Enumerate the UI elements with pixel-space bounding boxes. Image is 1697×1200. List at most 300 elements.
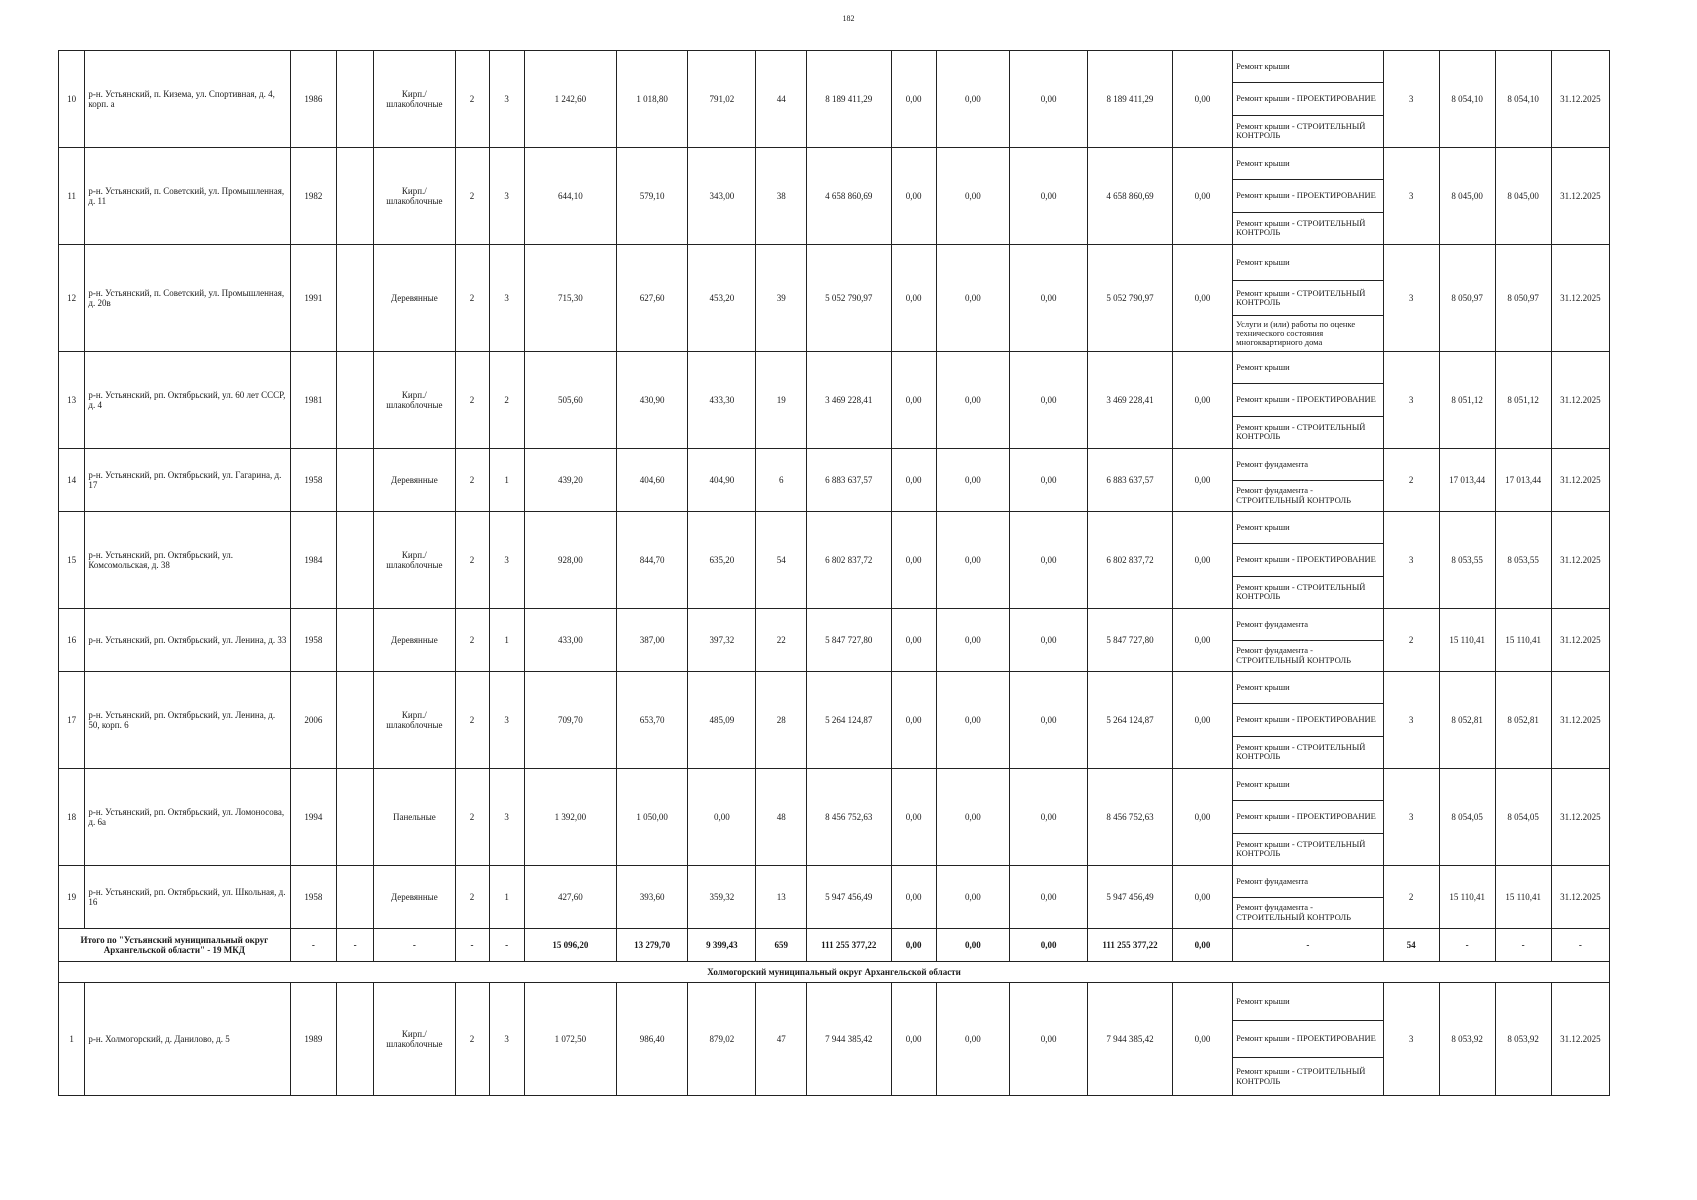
entrances-cell: 3 bbox=[489, 672, 524, 769]
floors-cell: 2 bbox=[455, 51, 489, 148]
row-number-cell: 10 bbox=[59, 51, 85, 148]
total-fund-regional-cell: 0,00 bbox=[936, 929, 1010, 962]
wall-material-cell: Кирп./ шлакоблочные bbox=[374, 983, 455, 1096]
section-header-row bbox=[59, 962, 1610, 983]
work-item: Ремонт крыши bbox=[1233, 352, 1382, 384]
fund-local-cell: 0,00 bbox=[1010, 866, 1088, 929]
fund-owners-cell: 6 802 837,72 bbox=[1088, 512, 1173, 609]
total-area-cell: 928,00 bbox=[524, 512, 616, 609]
address-cell: р-н. Устьянский, рп. Октябрьский, ул. Ленина, д. 50, корп. 6 bbox=[85, 672, 290, 769]
total-area-cell: 433,00 bbox=[524, 609, 616, 672]
work-item: Ремонт крыши - ПРОЕКТИРОВАНИЕ bbox=[1233, 180, 1382, 212]
fund-other-cell: 0,00 bbox=[1172, 245, 1232, 352]
fund-federal-cell: 0,00 bbox=[891, 449, 936, 512]
residential-area-cell: 430,90 bbox=[616, 352, 687, 449]
works-cell bbox=[1233, 245, 1383, 352]
address-cell: р-н. Холмогорский, д. Данилово, д. 5 bbox=[85, 983, 290, 1096]
build-year-cell: 2006 bbox=[290, 672, 336, 769]
fund-federal-cell: 0,00 bbox=[891, 148, 936, 245]
works-cell bbox=[1233, 983, 1383, 1096]
cost-total-cell: 6 883 637,57 bbox=[806, 449, 891, 512]
work-item: Ремонт фундамента - СТРОИТЕЛЬНЫЙ КОНТРОЛЬ bbox=[1236, 645, 1351, 665]
private-area-cell: 404,90 bbox=[688, 449, 756, 512]
max-unit-cost-cell: 15 110,41 bbox=[1495, 866, 1551, 929]
max-unit-cost-cell: 8 052,81 bbox=[1495, 672, 1551, 769]
build-year-cell: 1958 bbox=[290, 449, 336, 512]
total-fund-federal-cell: 0,00 bbox=[891, 929, 936, 962]
table-row bbox=[59, 769, 1610, 866]
max-unit-cost-cell: 8 050,97 bbox=[1495, 245, 1551, 352]
max-unit-cost-cell: 8 051,12 bbox=[1495, 352, 1551, 449]
unit-cost-cell: 8 045,00 bbox=[1439, 148, 1495, 245]
private-area-cell: 397,32 bbox=[688, 609, 756, 672]
deadline-cell: 31.12.2025 bbox=[1551, 51, 1609, 148]
floors-cell: 2 bbox=[455, 245, 489, 352]
works-list bbox=[1233, 769, 1382, 865]
work-item: Ремонт крыши - СТРОИТЕЛЬНЫЙ КОНТРОЛЬ bbox=[1236, 1066, 1366, 1086]
total-fund-local-cell: 0,00 bbox=[1010, 929, 1088, 962]
deadline-cell: 31.12.2025 bbox=[1551, 512, 1609, 609]
work-count-cell: 3 bbox=[1383, 352, 1439, 449]
commission-year-cell bbox=[336, 352, 373, 449]
cost-total-cell: 6 802 837,72 bbox=[806, 512, 891, 609]
commission-year-cell bbox=[336, 245, 373, 352]
work-count-cell: 3 bbox=[1383, 512, 1439, 609]
fund-federal-cell: 0,00 bbox=[891, 672, 936, 769]
address-cell: р-н. Устьянский, п. Советский, ул. Промышленная, д. 11 bbox=[85, 148, 290, 245]
address-cell: р-н. Устьянский, рп. Октябрьский, ул. Школьная, д. 16 bbox=[85, 866, 290, 929]
work-item: Ремонт крыши bbox=[1233, 51, 1382, 83]
work-item: Ремонт крыши - СТРОИТЕЛЬНЫЙ КОНТРОЛЬ bbox=[1236, 421, 1366, 442]
fund-local-cell: 0,00 bbox=[1010, 245, 1088, 352]
deadline-cell: 31.12.2025 bbox=[1551, 352, 1609, 449]
cost-total-cell: 3 469 228,41 bbox=[806, 352, 891, 449]
wall-material-cell: Деревянные bbox=[374, 245, 455, 352]
work-item: Ремонт фундамента bbox=[1233, 866, 1382, 898]
table-body bbox=[59, 51, 1610, 1096]
row-number-cell: 14 bbox=[59, 449, 85, 512]
work-item: Ремонт крыши - ПРОЕКТИРОВАНИЕ bbox=[1233, 83, 1382, 115]
private-area-cell: 485,09 bbox=[688, 672, 756, 769]
address-cell: р-н. Устьянский, рп. Октябрьский, ул. Гагарина, д. 17 bbox=[85, 449, 290, 512]
row-number-cell: 13 bbox=[59, 352, 85, 449]
work-count-cell: 2 bbox=[1383, 609, 1439, 672]
fund-owners-cell: 8 456 752,63 bbox=[1088, 769, 1173, 866]
fund-other-cell: 0,00 bbox=[1172, 983, 1232, 1096]
table-row bbox=[59, 352, 1610, 449]
fund-federal-cell: 0,00 bbox=[891, 352, 936, 449]
fund-local-cell: 0,00 bbox=[1010, 148, 1088, 245]
fund-other-cell: 0,00 bbox=[1172, 148, 1232, 245]
works-list bbox=[1233, 352, 1382, 448]
total-deadline-cell: - bbox=[1551, 929, 1609, 962]
works-cell bbox=[1233, 866, 1383, 929]
residential-area-cell: 387,00 bbox=[616, 609, 687, 672]
works-cell bbox=[1233, 609, 1383, 672]
work-item: Ремонт крыши bbox=[1233, 245, 1382, 281]
fund-regional-cell: 0,00 bbox=[936, 148, 1010, 245]
address-cell: р-н. Устьянский, рп. Октябрьский, ул. Ленина, д. 33 bbox=[85, 609, 290, 672]
commission-year-cell bbox=[336, 672, 373, 769]
work-item: Ремонт фундамента - СТРОИТЕЛЬНЫЙ КОНТРОЛЬ bbox=[1236, 485, 1351, 505]
total-floors-cell: - bbox=[455, 929, 489, 962]
row-number-cell: 12 bbox=[59, 245, 85, 352]
wall-material-cell: Панельные bbox=[374, 769, 455, 866]
wall-material-cell: Деревянные bbox=[374, 449, 455, 512]
fund-owners-cell: 4 658 860,69 bbox=[1088, 148, 1173, 245]
work-item: Ремонт фундамента - СТРОИТЕЛЬНЫЙ КОНТРОЛЬ bbox=[1236, 902, 1351, 922]
total-area-cell: 1 242,60 bbox=[524, 51, 616, 148]
works-list bbox=[1233, 512, 1382, 608]
work-item: Ремонт крыши - ПРОЕКТИРОВАНИЕ bbox=[1233, 801, 1382, 833]
works-cell bbox=[1233, 51, 1383, 148]
commission-year-cell bbox=[336, 769, 373, 866]
fund-owners-cell: 6 883 637,57 bbox=[1088, 449, 1173, 512]
total-area-cell: 644,10 bbox=[524, 148, 616, 245]
address-cell: р-н. Устьянский, рп. Октябрьский, ул. 60 лет СССР, д. 4 bbox=[85, 352, 290, 449]
wall-material-cell: Кирп./ шлакоблочные bbox=[374, 148, 455, 245]
cost-total-cell: 5 264 124,87 bbox=[806, 672, 891, 769]
max-unit-cost-cell: 8 054,10 bbox=[1495, 51, 1551, 148]
works-list bbox=[1233, 609, 1382, 671]
table-row bbox=[59, 866, 1610, 929]
total-fund-other-cell: 0,00 bbox=[1172, 929, 1232, 962]
works-cell bbox=[1233, 769, 1383, 866]
works-cell bbox=[1233, 449, 1383, 512]
row-number-cell: 11 bbox=[59, 148, 85, 245]
works-list bbox=[1233, 983, 1382, 1095]
floors-cell: 2 bbox=[455, 983, 489, 1096]
fund-federal-cell: 0,00 bbox=[891, 609, 936, 672]
fund-owners-cell: 5 052 790,97 bbox=[1088, 245, 1173, 352]
deadline-cell: 31.12.2025 bbox=[1551, 983, 1609, 1096]
fund-regional-cell: 0,00 bbox=[936, 245, 1010, 352]
total-entrances-cell: - bbox=[489, 929, 524, 962]
section-title: Холмогорский муниципальный округ Архангельской области bbox=[59, 962, 1610, 983]
table-row bbox=[59, 51, 1610, 148]
work-item: Ремонт фундамента bbox=[1233, 449, 1382, 481]
work-item: Ремонт крыши - ПРОЕКТИРОВАНИЕ bbox=[1233, 544, 1382, 576]
fund-other-cell: 0,00 bbox=[1172, 51, 1232, 148]
works-list bbox=[1233, 245, 1382, 351]
entrances-cell: 3 bbox=[489, 512, 524, 609]
row-number-cell: 15 bbox=[59, 512, 85, 609]
unit-cost-cell: 8 054,10 bbox=[1439, 51, 1495, 148]
cost-total-cell: 8 189 411,29 bbox=[806, 51, 891, 148]
residents-cell: 48 bbox=[756, 769, 807, 866]
work-item: Ремонт крыши - ПРОЕКТИРОВАНИЕ bbox=[1233, 704, 1382, 736]
total-total-area-cell: 15 096,20 bbox=[524, 929, 616, 962]
total-unit-cost-cell: - bbox=[1439, 929, 1495, 962]
fund-regional-cell: 0,00 bbox=[936, 512, 1010, 609]
table-row bbox=[59, 449, 1610, 512]
work-item: Ремонт крыши bbox=[1233, 769, 1382, 801]
total-fund-owners-cell: 111 255 377,22 bbox=[1088, 929, 1173, 962]
work-item: Ремонт крыши - СТРОИТЕЛЬНЫЙ КОНТРОЛЬ bbox=[1236, 581, 1366, 602]
work-count-cell: 2 bbox=[1383, 449, 1439, 512]
entrances-cell: 1 bbox=[489, 866, 524, 929]
works-cell bbox=[1233, 672, 1383, 769]
residents-cell: 47 bbox=[756, 983, 807, 1096]
residents-cell: 22 bbox=[756, 609, 807, 672]
cost-total-cell: 5 052 790,97 bbox=[806, 245, 891, 352]
floors-cell: 2 bbox=[455, 866, 489, 929]
work-item: Ремонт крыши - СТРОИТЕЛЬНЫЙ КОНТРОЛЬ bbox=[1236, 120, 1366, 141]
work-item: Ремонт крыши - ПРОЕКТИРОВАНИЕ bbox=[1233, 1021, 1382, 1059]
total-residents-cell: 659 bbox=[756, 929, 807, 962]
row-number-cell: 19 bbox=[59, 866, 85, 929]
fund-other-cell: 0,00 bbox=[1172, 609, 1232, 672]
work-item: Ремонт крыши bbox=[1233, 148, 1382, 180]
total-row bbox=[59, 929, 1610, 962]
wall-material-cell: Деревянные bbox=[374, 609, 455, 672]
unit-cost-cell: 17 013,44 bbox=[1439, 449, 1495, 512]
fund-other-cell: 0,00 bbox=[1172, 769, 1232, 866]
fund-owners-cell: 7 944 385,42 bbox=[1088, 983, 1173, 1096]
unit-cost-cell: 8 053,55 bbox=[1439, 512, 1495, 609]
works-cell bbox=[1233, 148, 1383, 245]
unit-cost-cell: 8 052,81 bbox=[1439, 672, 1495, 769]
deadline-cell: 31.12.2025 bbox=[1551, 449, 1609, 512]
work-count-cell: 3 bbox=[1383, 148, 1439, 245]
max-unit-cost-cell: 8 045,00 bbox=[1495, 148, 1551, 245]
work-item: Ремонт крыши - СТРОИТЕЛЬНЫЙ КОНТРОЛЬ bbox=[1236, 838, 1366, 859]
commission-year-cell bbox=[336, 51, 373, 148]
total-area-cell: 505,60 bbox=[524, 352, 616, 449]
address-cell: р-н. Устьянский, п. Советский, ул. Промышленная, д. 20в bbox=[85, 245, 290, 352]
residential-area-cell: 844,70 bbox=[616, 512, 687, 609]
work-item: Услуги и (или) работы по оценке технического состояния многоквартирного дома bbox=[1236, 318, 1356, 348]
entrances-cell: 3 bbox=[489, 983, 524, 1096]
page-number: 182 bbox=[842, 14, 855, 23]
floors-cell: 2 bbox=[455, 609, 489, 672]
residents-cell: 19 bbox=[756, 352, 807, 449]
work-item: Ремонт крыши bbox=[1233, 983, 1382, 1021]
fund-owners-cell: 3 469 228,41 bbox=[1088, 352, 1173, 449]
private-area-cell: 453,20 bbox=[688, 245, 756, 352]
row-number-cell: 16 bbox=[59, 609, 85, 672]
build-year-cell: 1958 bbox=[290, 866, 336, 929]
residents-cell: 13 bbox=[756, 866, 807, 929]
fund-local-cell: 0,00 bbox=[1010, 672, 1088, 769]
total-residential-area-cell: 13 279,70 bbox=[616, 929, 687, 962]
table-row bbox=[59, 245, 1610, 352]
residents-cell: 6 bbox=[756, 449, 807, 512]
build-year-cell: 1981 bbox=[290, 352, 336, 449]
work-count-cell: 3 bbox=[1383, 245, 1439, 352]
unit-cost-cell: 8 051,12 bbox=[1439, 352, 1495, 449]
fund-local-cell: 0,00 bbox=[1010, 51, 1088, 148]
private-area-cell: 0,00 bbox=[688, 769, 756, 866]
deadline-cell: 31.12.2025 bbox=[1551, 672, 1609, 769]
residential-area-cell: 404,60 bbox=[616, 449, 687, 512]
works-list bbox=[1233, 866, 1382, 928]
entrances-cell: 3 bbox=[489, 245, 524, 352]
fund-other-cell: 0,00 bbox=[1172, 512, 1232, 609]
fund-federal-cell: 0,00 bbox=[891, 866, 936, 929]
fund-federal-cell: 0,00 bbox=[891, 245, 936, 352]
work-count-cell: 3 bbox=[1383, 983, 1439, 1096]
works-list bbox=[1233, 148, 1382, 244]
total-area-cell: 1 072,50 bbox=[524, 983, 616, 1096]
total-area-cell: 427,60 bbox=[524, 866, 616, 929]
total-works-cell: - bbox=[1233, 929, 1383, 962]
total-private-area-cell: 9 399,43 bbox=[688, 929, 756, 962]
entrances-cell: 3 bbox=[489, 769, 524, 866]
total-build-year-cell: - bbox=[290, 929, 336, 962]
total-area-cell: 1 392,00 bbox=[524, 769, 616, 866]
cost-total-cell: 4 658 860,69 bbox=[806, 148, 891, 245]
fund-regional-cell: 0,00 bbox=[936, 449, 1010, 512]
build-year-cell: 1982 bbox=[290, 148, 336, 245]
total-area-cell: 439,20 bbox=[524, 449, 616, 512]
max-unit-cost-cell: 17 013,44 bbox=[1495, 449, 1551, 512]
table-row bbox=[59, 983, 1610, 1096]
residential-area-cell: 393,60 bbox=[616, 866, 687, 929]
commission-year-cell bbox=[336, 512, 373, 609]
residential-area-cell: 627,60 bbox=[616, 245, 687, 352]
address-cell: р-н. Устьянский, рп. Октябрьский, ул. Ломоносова, д. 6а bbox=[85, 769, 290, 866]
works-cell bbox=[1233, 512, 1383, 609]
work-count-cell: 3 bbox=[1383, 769, 1439, 866]
row-number-cell: 17 bbox=[59, 672, 85, 769]
wall-material-cell: Деревянные bbox=[374, 866, 455, 929]
cost-total-cell: 8 456 752,63 bbox=[806, 769, 891, 866]
table-row bbox=[59, 609, 1610, 672]
build-year-cell: 1984 bbox=[290, 512, 336, 609]
unit-cost-cell: 15 110,41 bbox=[1439, 866, 1495, 929]
fund-regional-cell: 0,00 bbox=[936, 672, 1010, 769]
floors-cell: 2 bbox=[455, 769, 489, 866]
residential-area-cell: 1 050,00 bbox=[616, 769, 687, 866]
residents-cell: 28 bbox=[756, 672, 807, 769]
work-item: Ремонт крыши - СТРОИТЕЛЬНЫЙ КОНТРОЛЬ bbox=[1233, 281, 1382, 317]
fund-other-cell: 0,00 bbox=[1172, 352, 1232, 449]
build-year-cell: 1958 bbox=[290, 609, 336, 672]
entrances-cell: 3 bbox=[489, 51, 524, 148]
fund-regional-cell: 0,00 bbox=[936, 983, 1010, 1096]
commission-year-cell bbox=[336, 449, 373, 512]
fund-other-cell: 0,00 bbox=[1172, 449, 1232, 512]
residents-cell: 54 bbox=[756, 512, 807, 609]
fund-local-cell: 0,00 bbox=[1010, 512, 1088, 609]
work-count-cell: 2 bbox=[1383, 866, 1439, 929]
private-area-cell: 433,30 bbox=[688, 352, 756, 449]
fund-regional-cell: 0,00 bbox=[936, 609, 1010, 672]
fund-owners-cell: 5 847 727,80 bbox=[1088, 609, 1173, 672]
work-item: Ремонт крыши - СТРОИТЕЛЬНЫЙ КОНТРОЛЬ bbox=[1236, 217, 1366, 238]
entrances-cell: 1 bbox=[489, 609, 524, 672]
commission-year-cell bbox=[336, 866, 373, 929]
deadline-cell: 31.12.2025 bbox=[1551, 769, 1609, 866]
table-row bbox=[59, 148, 1610, 245]
fund-other-cell: 0,00 bbox=[1172, 672, 1232, 769]
wall-material-cell: Кирп./ шлакоблочные bbox=[374, 512, 455, 609]
work-item: Ремонт крыши - СТРОИТЕЛЬНЫЙ КОНТРОЛЬ bbox=[1236, 741, 1366, 762]
row-number-cell: 1 bbox=[59, 983, 85, 1096]
total-label: Итого по "Устьянский муниципальный округ Архангельской области" - 19 МКД bbox=[59, 929, 291, 962]
private-area-cell: 359,32 bbox=[688, 866, 756, 929]
work-item: Ремонт фундамента bbox=[1233, 609, 1382, 641]
deadline-cell: 31.12.2025 bbox=[1551, 866, 1609, 929]
floors-cell: 2 bbox=[455, 512, 489, 609]
works-list bbox=[1233, 449, 1382, 511]
unit-cost-cell: 8 053,92 bbox=[1439, 983, 1495, 1096]
entrances-cell: 2 bbox=[489, 352, 524, 449]
total-area-cell: 715,30 bbox=[524, 245, 616, 352]
fund-regional-cell: 0,00 bbox=[936, 51, 1010, 148]
floors-cell: 2 bbox=[455, 672, 489, 769]
private-area-cell: 879,02 bbox=[688, 983, 756, 1096]
residents-cell: 38 bbox=[756, 148, 807, 245]
fund-regional-cell: 0,00 bbox=[936, 352, 1010, 449]
total-cost-total-cell: 111 255 377,22 bbox=[806, 929, 891, 962]
cost-total-cell: 5 947 456,49 bbox=[806, 866, 891, 929]
floors-cell: 2 bbox=[455, 352, 489, 449]
total-commission-year-cell: - bbox=[336, 929, 373, 962]
unit-cost-cell: 8 050,97 bbox=[1439, 245, 1495, 352]
total-work-count-cell: 54 bbox=[1383, 929, 1439, 962]
fund-federal-cell: 0,00 bbox=[891, 51, 936, 148]
fund-federal-cell: 0,00 bbox=[891, 983, 936, 1096]
fund-owners-cell: 5 264 124,87 bbox=[1088, 672, 1173, 769]
work-item: Ремонт крыши bbox=[1233, 512, 1382, 544]
fund-other-cell: 0,00 bbox=[1172, 866, 1232, 929]
total-max-unit-cost-cell: - bbox=[1495, 929, 1551, 962]
unit-cost-cell: 8 054,05 bbox=[1439, 769, 1495, 866]
table-row bbox=[59, 672, 1610, 769]
work-count-cell: 3 bbox=[1383, 51, 1439, 148]
fund-regional-cell: 0,00 bbox=[936, 769, 1010, 866]
work-item: Ремонт крыши - ПРОЕКТИРОВАНИЕ bbox=[1233, 384, 1382, 416]
private-area-cell: 791,02 bbox=[688, 51, 756, 148]
fund-owners-cell: 5 947 456,49 bbox=[1088, 866, 1173, 929]
private-area-cell: 343,00 bbox=[688, 148, 756, 245]
floors-cell: 2 bbox=[455, 449, 489, 512]
fund-local-cell: 0,00 bbox=[1010, 352, 1088, 449]
total-area-cell: 709,70 bbox=[524, 672, 616, 769]
build-year-cell: 1994 bbox=[290, 769, 336, 866]
build-year-cell: 1989 bbox=[290, 983, 336, 1096]
fund-regional-cell: 0,00 bbox=[936, 866, 1010, 929]
entrances-cell: 1 bbox=[489, 449, 524, 512]
max-unit-cost-cell: 8 053,55 bbox=[1495, 512, 1551, 609]
fund-federal-cell: 0,00 bbox=[891, 512, 936, 609]
deadline-cell: 31.12.2025 bbox=[1551, 245, 1609, 352]
build-year-cell: 1991 bbox=[290, 245, 336, 352]
residents-cell: 44 bbox=[756, 51, 807, 148]
build-year-cell: 1986 bbox=[290, 51, 336, 148]
works-cell bbox=[1233, 352, 1383, 449]
cost-total-cell: 7 944 385,42 bbox=[806, 983, 891, 1096]
wall-material-cell: Кирп./ шлакоблочные bbox=[374, 352, 455, 449]
cost-total-cell: 5 847 727,80 bbox=[806, 609, 891, 672]
commission-year-cell bbox=[336, 609, 373, 672]
max-unit-cost-cell: 8 053,92 bbox=[1495, 983, 1551, 1096]
unit-cost-cell: 15 110,41 bbox=[1439, 609, 1495, 672]
table-row bbox=[59, 512, 1610, 609]
works-list bbox=[1233, 51, 1382, 147]
wall-material-cell: Кирп./ шлакоблочные bbox=[374, 672, 455, 769]
residents-cell: 39 bbox=[756, 245, 807, 352]
deadline-cell: 31.12.2025 bbox=[1551, 148, 1609, 245]
fund-owners-cell: 8 189 411,29 bbox=[1088, 51, 1173, 148]
deadline-cell: 31.12.2025 bbox=[1551, 609, 1609, 672]
residential-area-cell: 653,70 bbox=[616, 672, 687, 769]
residential-area-cell: 579,10 bbox=[616, 148, 687, 245]
fund-local-cell: 0,00 bbox=[1010, 449, 1088, 512]
work-count-cell: 3 bbox=[1383, 672, 1439, 769]
